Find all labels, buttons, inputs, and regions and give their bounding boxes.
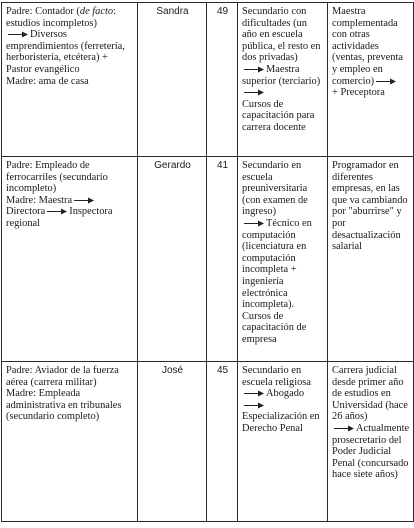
arrow-right-icon bbox=[244, 66, 264, 73]
name-cell: Sandra bbox=[138, 3, 207, 157]
education-cell bbox=[238, 362, 328, 522]
parent-text: : bbox=[113, 6, 116, 17]
arrow-right-icon bbox=[244, 390, 264, 397]
parent-text: Padre: Empleado de ferrocarriles (secundario incompleto) bbox=[6, 160, 108, 195]
career-cell bbox=[328, 157, 414, 362]
career-text: + Preceptora bbox=[332, 87, 385, 99]
career-text: Carrera judicial desde primer año de estudios en Universidad (hace 26 años) bbox=[332, 365, 408, 423]
arrow-right-icon bbox=[334, 425, 354, 432]
parent-text-italic: de facto bbox=[79, 6, 114, 17]
parent-text: Madre: Maestra bbox=[6, 194, 73, 206]
education-cell bbox=[238, 3, 328, 157]
parent-text: estudios incompletos) bbox=[6, 17, 97, 29]
career-text: Actualmente prosecretario del Poder Judicial Penal (concursado hace siete años) bbox=[332, 422, 410, 481]
arrow-right-icon bbox=[47, 208, 67, 215]
parents-cell bbox=[2, 157, 138, 362]
parent-text: Directora bbox=[6, 206, 46, 218]
career-cell bbox=[328, 362, 414, 522]
education-text: Abogado bbox=[266, 388, 305, 400]
parent-text: Inspectora regional bbox=[6, 206, 113, 229]
age-cell: 49 bbox=[207, 3, 238, 157]
arrow-right-icon bbox=[244, 89, 264, 96]
parents-cell bbox=[2, 3, 138, 157]
name-cell: José bbox=[138, 362, 207, 522]
career-cell bbox=[328, 3, 414, 157]
education-text: Cursos de capacitación para carrera docente bbox=[242, 98, 315, 133]
parent-text: Madre: ama de casa bbox=[6, 75, 89, 87]
table-row bbox=[2, 3, 414, 157]
education-text: Secundario en escuela religiosa bbox=[242, 365, 311, 388]
parent-text: Padre: Contador ( bbox=[6, 6, 80, 17]
career-text: Programador en diferentes empresas, en las que va cambiando por "aburrirse" y por desactualización salarial bbox=[332, 160, 408, 253]
education-text: Maestra superior (terciario) bbox=[242, 63, 321, 87]
name-cell: Gerardo bbox=[138, 157, 207, 362]
arrow-right-icon bbox=[244, 402, 264, 409]
education-text: Secundario en escuela preuniversitaria (con examen de ingreso) bbox=[242, 160, 308, 218]
education-text: Cursos de capacitación de empresa bbox=[242, 310, 307, 345]
career-table bbox=[1, 2, 414, 522]
age-cell: 41 bbox=[207, 157, 238, 362]
career-text: Maestra complementada con otras actividades (ventas, preventa y empleo en comercio) bbox=[332, 6, 403, 87]
parents-cell bbox=[2, 362, 138, 522]
parent-text: Diversos emprendimientos (ferretería, herboristería, etcétera) + Pastor evangélico bbox=[6, 29, 125, 75]
education-text: Técnico en computación (licenciatura en computación incompleta + ingeniería electrónica incompleta). bbox=[242, 217, 312, 311]
parent-text: Madre: Empleada administrativa en tribunales (secundario completo) bbox=[6, 388, 122, 423]
education-cell bbox=[238, 157, 328, 362]
parent-text: Padre: Aviador de la fuerza aérea (carrera militar) bbox=[6, 365, 119, 388]
table-row bbox=[2, 362, 414, 522]
age-cell: 45 bbox=[207, 362, 238, 522]
arrow-right-icon bbox=[74, 197, 94, 204]
arrow-right-icon bbox=[244, 220, 264, 227]
education-text: Secundario con dificultades (un año en escuela pública, el resto en dos privadas) bbox=[242, 6, 321, 64]
arrow-right-icon bbox=[8, 31, 28, 38]
table-row bbox=[2, 157, 414, 362]
education-text: Especialización en Derecho Penal bbox=[242, 411, 320, 434]
arrow-right-icon bbox=[376, 78, 396, 85]
